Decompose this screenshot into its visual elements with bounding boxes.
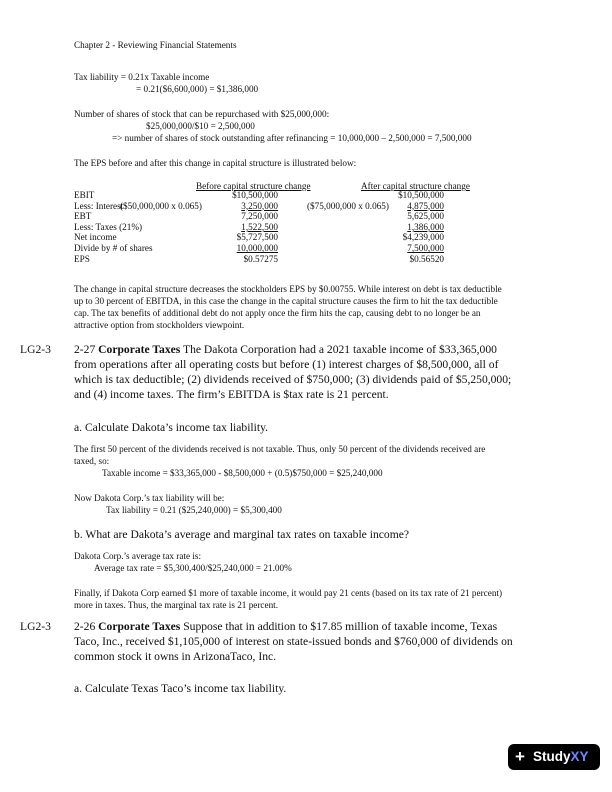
eps-row-before-note: ($50,000,000 x 0.065) xyxy=(120,200,202,211)
eps-row-label: EBIT xyxy=(74,190,95,200)
eps-row-before-value: $5,727,500 xyxy=(236,232,278,243)
eps-header-after: After capital structure change xyxy=(361,181,470,191)
shares-repurchase-calc: $25,000,000/$10 = 2,500,000 xyxy=(146,121,255,131)
part-a-question: a. Calculate Dakota’s income tax liability. xyxy=(74,421,269,434)
eps-row-after-value: $4,239,000 xyxy=(402,232,444,243)
answer-a-line: The first 50 percent of the dividends received is not taxable. Thus, only 50 percent of the dividends received are xyxy=(74,444,486,454)
eps-conclusion-line-2: up to 30 percent of EBITDA, in this case the change in the capital structure causes the firm to hit the tax deductible xyxy=(74,296,498,306)
problem-number: 2-27 xyxy=(74,343,96,356)
eps-row-label: Divide by # of shares xyxy=(74,243,153,253)
problem-227-line: and (4) income taxes. The firm’s EBITDA is $tax rate is 21 percent. xyxy=(74,388,389,401)
problem-title: Corporate Taxes xyxy=(98,620,181,633)
problem-text: The Dakota Corporation had a 2021 taxable income of $33,365,000 xyxy=(183,343,497,356)
eps-header-before: Before capital structure change xyxy=(196,181,311,191)
tax-liability-calc: = 0.21($6,600,000) = $1,386,000 xyxy=(136,84,259,94)
eps-row-after-value: 1,386,000 xyxy=(407,221,444,232)
answer-b-final: more in taxes. Thus, the marginal tax rate is 21 percent. xyxy=(74,600,279,610)
part-b-question: b. What are Dakota’s average and marginal tax rates on taxable income? xyxy=(74,528,410,541)
eps-row-after-value: 5,625,000 xyxy=(407,211,444,222)
problem-226-line: common stock it owns in ArizonaTaco, Inc. xyxy=(74,650,277,663)
eps-row-after-value: 7,500,000 xyxy=(407,243,444,253)
problem-title: Corporate Taxes xyxy=(98,343,181,356)
page-header: Chapter 2 - Reviewing Financial Statements xyxy=(74,40,237,50)
average-tax-equation: Average tax rate = $5,300,400/$25,240,000 = 21.00% xyxy=(94,563,292,573)
problem-226-line: Taco, Inc., received $1,105,000 of interest on state-issued bonds and $760,000 of dividends on xyxy=(74,635,513,648)
problem-227-first-line xyxy=(74,342,497,357)
tax-liability-line: Tax liability = 0.21x Taxable income xyxy=(74,72,210,82)
problem-227-line: from operations after all operating costs but before (1) interest charges of $8,500,000, all of xyxy=(74,358,499,371)
eps-intro: The EPS before and after this change in capital structure is illustrated below: xyxy=(74,158,357,168)
eps-row-before-value: 7,250,000 xyxy=(241,211,278,222)
eps-conclusion-line-1: The change in capital structure decreases the stockholders EPS by $0.00755. While interest on debt is tax deductible xyxy=(74,284,502,294)
eps-row-before-value: $0.57275 xyxy=(243,253,278,264)
eps-row-after-value: 4,875,000 xyxy=(407,200,444,211)
learning-goal-label: LG2-3 xyxy=(20,343,51,356)
tax-liability-equation: Tax liability = 0.21 ($25,240,000) = $5,300,400 xyxy=(106,505,282,515)
eps-conclusion-line-4: attractive option from stockholders viewpoint. xyxy=(74,320,245,330)
eps-row-after-value: $10,500,000 xyxy=(398,190,444,200)
studyxy-logo[interactable] xyxy=(508,744,600,770)
eps-row-label: Less: Taxes (21%) xyxy=(74,221,143,232)
logo-text-xy: XY xyxy=(570,749,589,764)
answer-b-line: Dakota Corp.’s average tax rate is: xyxy=(74,551,202,561)
answer-a-now: Now Dakota Corp.’s tax liability will be: xyxy=(74,493,225,503)
eps-row-before-value: 10,000,000 xyxy=(236,243,278,253)
eps-row-after-note: ($75,000,000 x 0.065) xyxy=(307,200,389,211)
eps-row-label: Net income xyxy=(74,232,117,243)
problem-number: 2-26 xyxy=(74,620,96,633)
problem-227-line: which is tax deductible; (2) dividends received of $750,000; (3) dividends paid of $5,250,000; xyxy=(74,373,512,386)
answer-a-line: taxed, so: xyxy=(74,456,110,466)
part-a-question: a. Calculate Texas Taco’s income tax liability. xyxy=(74,682,287,695)
eps-conclusion-line-3: cap. The tax benefits of additional debt do not apply once the firm hits the cap, causing debt to no longer be an xyxy=(74,308,481,318)
logo-text-study: Study xyxy=(533,749,571,764)
learning-goal-label: LG2-3 xyxy=(20,620,51,633)
eps-row-before-value: $10,500,000 xyxy=(232,190,278,200)
eps-row-label: EBT xyxy=(74,211,92,222)
eps-row-after-value: $0.56520 xyxy=(409,253,444,264)
eps-row-label: EPS xyxy=(74,253,90,264)
problem-226-first-line xyxy=(74,619,497,634)
eps-row-before-value: 1,522,500 xyxy=(241,221,278,232)
plus-icon: + xyxy=(515,747,525,766)
eps-row-label: Less: Interest xyxy=(74,200,124,211)
shares-repurchase-line: Number of shares of stock that can be repurchased with $25,000,000: xyxy=(74,109,330,119)
eps-row-before-value: 3,250,000 xyxy=(241,200,278,211)
taxable-income-equation: Taxable income = $33,365,000 - $8,500,000 + (0.5)$750,000 = $25,240,000 xyxy=(102,468,383,478)
answer-b-final: Finally, if Dakota Corp earned $1 more of taxable income, it would pay 21 cents (based on its tax rate of 21 percent) xyxy=(74,588,503,598)
problem-text: Suppose that in addition to $17.85 million of taxable income, Texas xyxy=(183,620,498,633)
shares-outstanding-line: => number of shares of stock outstanding after refinancing = 10,000,000 – 2,500,000 = 7,500,000 xyxy=(112,133,472,143)
logo-text xyxy=(533,744,589,770)
